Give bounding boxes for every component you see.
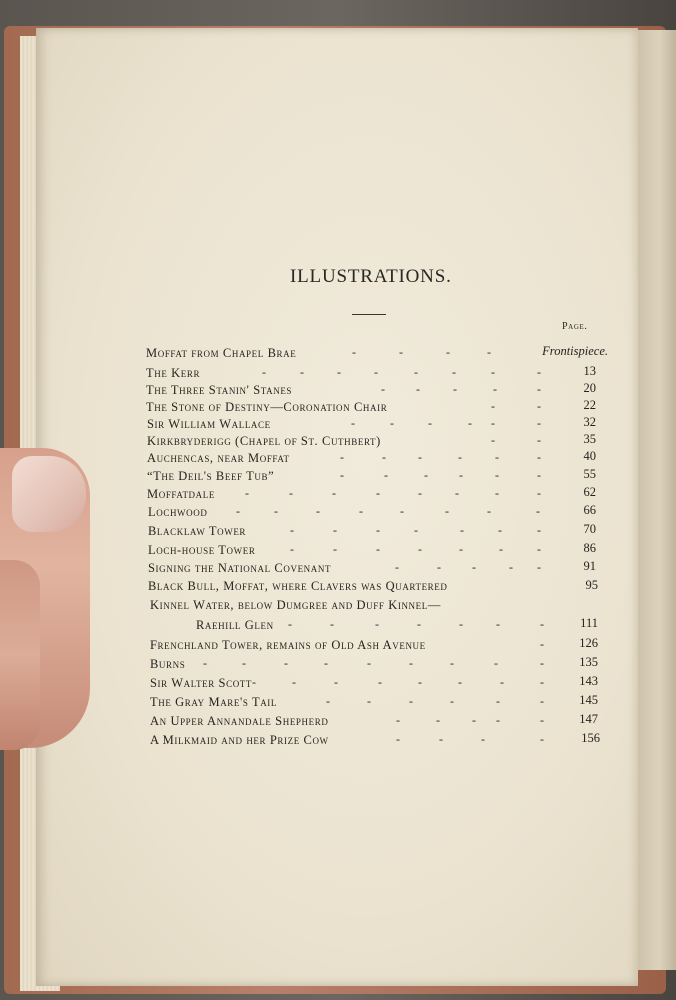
leader-dash: - <box>390 416 394 430</box>
leader-dash: - <box>333 523 337 537</box>
leader-dash: - <box>537 468 541 482</box>
leader-dash: - <box>381 382 385 396</box>
leader-dash: - <box>487 504 491 518</box>
illustration-title: Loch-house Tower <box>148 543 256 557</box>
leader-dash: - <box>290 523 294 537</box>
illustration-title: Sir Walter Scott <box>150 676 252 690</box>
leader-dash: - <box>242 656 246 670</box>
leader-dash: - <box>418 450 422 464</box>
illustration-title: A Milkmaid and her Prize Cow <box>150 733 329 747</box>
leader-dash: - <box>326 694 330 708</box>
leader-dash: - <box>203 656 207 670</box>
leader-dash: - <box>418 542 422 556</box>
illustration-title: The Gray Mare's Tail <box>150 695 277 709</box>
illustration-title: Frenchland Tower, remains of Old Ash Avenue <box>150 638 426 652</box>
leader-dash: - <box>395 560 399 574</box>
leader-dash: - <box>428 416 432 430</box>
leader-dash: - <box>498 523 502 537</box>
page-number: 40 <box>583 449 596 463</box>
leader-dash: - <box>537 542 541 556</box>
illustration-title: The Stone of Destiny—Coronation Chair <box>146 400 388 414</box>
leader-dash: - <box>352 345 356 359</box>
illustration-title: An Upper Annandale Shepherd <box>150 714 329 728</box>
page-number: 91 <box>583 559 596 573</box>
leader-dash: - <box>537 382 541 396</box>
leader-dash: - <box>367 656 371 670</box>
leader-dash: - <box>540 637 544 651</box>
leader-dash: - <box>495 486 499 500</box>
leader-dash: - <box>496 694 500 708</box>
illustration-title: Lochwood <box>148 505 208 519</box>
leader-dash: - <box>468 416 472 430</box>
leader-dash: - <box>540 656 544 670</box>
finger <box>0 560 40 750</box>
leader-dash: - <box>316 504 320 518</box>
page-number: 32 <box>583 415 596 429</box>
leader-dash: - <box>382 450 386 464</box>
leader-dash: - <box>537 433 541 447</box>
leader-dash: - <box>537 523 541 537</box>
leader-dash: - <box>300 365 304 379</box>
illustration-title: Raehill Glen <box>196 618 274 632</box>
leader-dash: - <box>439 732 443 746</box>
illustration-title: “The Deil's Beef Tub” <box>147 469 275 483</box>
leader-dash: - <box>416 382 420 396</box>
leader-dash: - <box>274 504 278 518</box>
illustration-title: Kinnel Water, below Dumgree and Duff Kinnel— <box>150 598 441 612</box>
leader-dash: - <box>537 416 541 430</box>
leader-dash: - <box>289 486 293 500</box>
page-number: 35 <box>583 432 596 446</box>
illustration-title: The Kerr <box>146 366 201 380</box>
leader-dash: - <box>493 382 497 396</box>
leader-dash: - <box>536 504 540 518</box>
leader-dash: - <box>245 486 249 500</box>
page-number: 126 <box>579 636 598 650</box>
leader-dash: - <box>418 486 422 500</box>
illustration-title: Kirkbryderigg (Chapel of St. Cuthbert) <box>147 434 381 448</box>
leader-dash: - <box>496 617 500 631</box>
leader-dash: - <box>450 656 454 670</box>
page-number: 20 <box>583 381 596 395</box>
leader-dash: - <box>340 450 344 464</box>
leader-dash: - <box>396 713 400 727</box>
leader-dash: - <box>460 523 464 537</box>
leader-dash: - <box>332 486 336 500</box>
page-number: 13 <box>583 364 596 378</box>
page-number: 70 <box>583 522 596 536</box>
leader-dash: - <box>495 468 499 482</box>
page-number: 62 <box>583 485 596 499</box>
leader-dash: - <box>359 504 363 518</box>
leader-dash: - <box>330 617 334 631</box>
illustration-title: Blacklaw Tower <box>148 524 247 538</box>
leader-dash: - <box>491 399 495 413</box>
leader-dash: - <box>453 382 457 396</box>
leader-dash: - <box>376 542 380 556</box>
leader-dash: - <box>424 468 428 482</box>
leader-dash: - <box>288 617 292 631</box>
leader-dash: - <box>458 450 462 464</box>
leader-dash: - <box>367 694 371 708</box>
leader-dash: - <box>446 345 450 359</box>
leader-dash: - <box>437 560 441 574</box>
thumbnail <box>12 456 86 532</box>
leader-dash: - <box>459 542 463 556</box>
page-number: 111 <box>580 616 598 630</box>
leader-dash: - <box>540 732 544 746</box>
leader-dash: - <box>324 656 328 670</box>
leader-dash: - <box>540 617 544 631</box>
leader-dash: - <box>262 365 266 379</box>
illustration-title: Burns <box>150 657 186 671</box>
leader-dash: - <box>540 694 544 708</box>
illustration-title: Black Bull, Moffat, where Clavers was Quartered <box>148 579 448 593</box>
leader-dash: - <box>409 656 413 670</box>
leader-dash: - <box>417 617 421 631</box>
illustration-title: Sir William Wallace <box>147 417 271 431</box>
page-number: 22 <box>583 398 596 412</box>
leader-dash: - <box>494 656 498 670</box>
leader-dash: - <box>414 523 418 537</box>
leader-dash: - <box>487 345 491 359</box>
page-number: 95 <box>585 578 598 592</box>
leader-dash: - <box>436 713 440 727</box>
leader-dash: - <box>540 713 544 727</box>
leader-dash: - <box>537 399 541 413</box>
leader-dash: - <box>537 450 541 464</box>
leader-dash: - <box>495 450 499 464</box>
leader-dash: - <box>292 675 296 689</box>
leader-dash: - <box>400 504 404 518</box>
leader-dash: - <box>418 675 422 689</box>
leader-dash: - <box>414 365 418 379</box>
leader-dash: - <box>472 560 476 574</box>
illustration-title: The Three Stanin' Stanes <box>146 383 293 397</box>
leader-dash: - <box>252 675 256 689</box>
leader-dash: - <box>445 504 449 518</box>
leader-dash: - <box>284 656 288 670</box>
leader-dash: - <box>376 523 380 537</box>
leader-dash: - <box>458 675 462 689</box>
leader-dash: - <box>333 542 337 556</box>
page-number: 145 <box>579 693 598 707</box>
page-number: 147 <box>579 712 598 726</box>
leader-dash: - <box>396 732 400 746</box>
leader-dash: - <box>452 365 456 379</box>
page-number: 135 <box>579 655 598 669</box>
leader-dash: - <box>481 732 485 746</box>
leader-dash: - <box>384 468 388 482</box>
page-number: 66 <box>583 503 596 517</box>
leader-dash: - <box>537 365 541 379</box>
leader-dash: - <box>459 468 463 482</box>
leader-dash: - <box>472 713 476 727</box>
leader-dash: - <box>455 486 459 500</box>
page-title: ILLUSTRATIONS. <box>290 266 452 287</box>
leader-dash: - <box>374 365 378 379</box>
leader-dash: - <box>334 675 338 689</box>
leader-dash: - <box>450 694 454 708</box>
page-number: 86 <box>583 541 596 555</box>
page-number: 55 <box>583 467 596 481</box>
leader-dash: - <box>351 416 355 430</box>
leader-dash: - <box>459 617 463 631</box>
illustration-title: Signing the National Covenant <box>148 561 332 575</box>
page-column-label: Page. <box>562 321 588 332</box>
page-number: 143 <box>579 674 598 688</box>
leader-dash: - <box>509 560 513 574</box>
leader-dash: - <box>378 675 382 689</box>
leader-dash: - <box>491 416 495 430</box>
leader-dash: - <box>491 365 495 379</box>
leader-dash: - <box>499 542 503 556</box>
illustration-title: Moffat from Chapel Brae <box>146 346 297 360</box>
leader-dash: - <box>376 486 380 500</box>
page-number: Frontispiece. <box>542 344 608 358</box>
leader-dash: - <box>500 675 504 689</box>
page-number: 156 <box>581 731 600 745</box>
leader-dash: - <box>540 675 544 689</box>
leader-dash: - <box>399 345 403 359</box>
leader-dash: - <box>236 504 240 518</box>
illustration-title: Auchencas, near Moffat <box>147 451 290 465</box>
leader-dash: - <box>537 486 541 500</box>
leader-dash: - <box>375 617 379 631</box>
leader-dash: - <box>496 713 500 727</box>
leader-dash: - <box>537 560 541 574</box>
leader-dash: - <box>491 433 495 447</box>
illustration-title: Moffatdale <box>147 487 215 501</box>
leader-dash: - <box>337 365 341 379</box>
leader-dash: - <box>340 468 344 482</box>
leader-dash: - <box>409 694 413 708</box>
leader-dash: - <box>290 542 294 556</box>
